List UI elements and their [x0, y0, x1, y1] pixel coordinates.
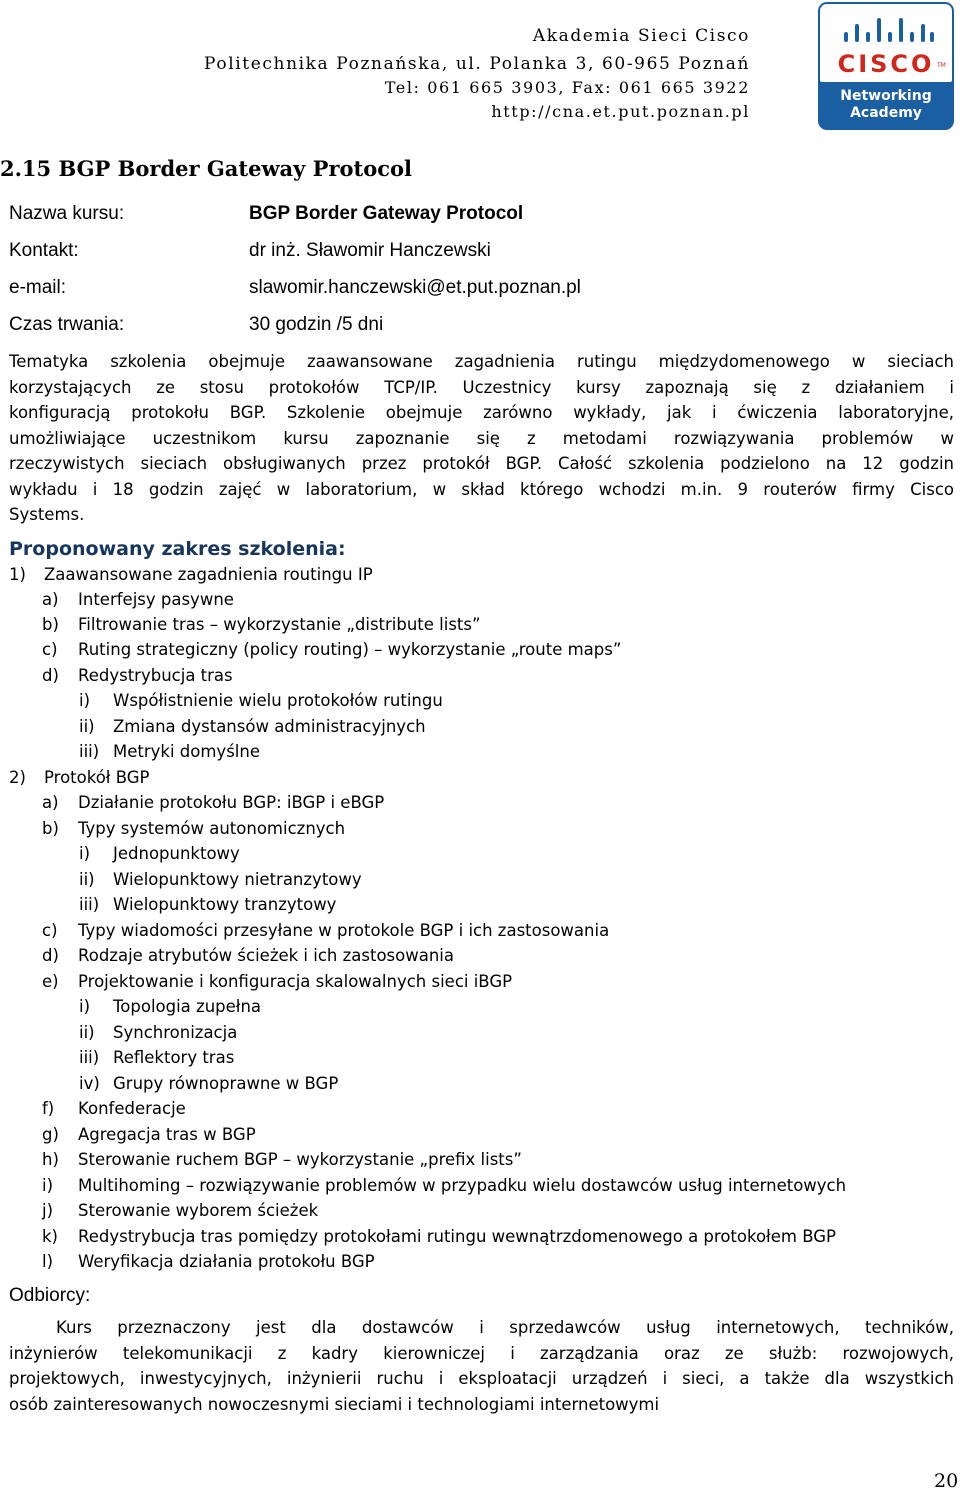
- list-item-text: Topologia zupełna: [113, 997, 262, 1016]
- program-heading: Proponowany zakres szkolenia:: [9, 538, 346, 560]
- list-item-marker: ii): [79, 717, 95, 736]
- logo-line1: Networking: [840, 88, 932, 104]
- list-item-text: Współistnienie wielu protokołów rutingu: [113, 691, 443, 710]
- list-item-text: Wielopunktowy tranzytowy: [113, 895, 337, 914]
- list-item-text: Zmiana dystansów administracyjnych: [113, 717, 426, 736]
- list-item-text: Redystrybucja tras: [78, 666, 233, 685]
- list-item-marker: ii): [79, 870, 95, 889]
- duration-label: Czas trwania:: [9, 314, 125, 335]
- list-item-text: Ruting strategiczny (policy routing) – wykorzystanie „route maps”: [78, 640, 622, 659]
- list-item-text: Jednopunktowy: [113, 844, 240, 863]
- list-item-text: Interfejsy pasywne: [78, 590, 234, 609]
- list-item-text: Typy systemów autonomicznych: [78, 819, 346, 838]
- list-item-marker: i): [79, 691, 91, 710]
- list-item-marker: d): [42, 666, 59, 685]
- list-item-text: Protokół BGP: [44, 768, 150, 787]
- list-item-marker: h): [42, 1150, 59, 1169]
- list-item-text: Typy wiadomości przesyłane w protokole BGP i ich zastosowania: [78, 921, 610, 940]
- audience-line: Kurs przeznaczony jest dla dostawców i sprzedawców usług internetowych, techników,: [56, 1318, 954, 1337]
- list-item-marker: iii): [79, 742, 100, 761]
- logo-trademark: TM: [937, 62, 946, 69]
- list-item-text: Agregacja tras w BGP: [78, 1125, 256, 1144]
- list-item-marker: e): [42, 972, 59, 991]
- list-item-marker: a): [42, 793, 59, 812]
- list-item-marker: i): [79, 844, 91, 863]
- list-item-text: Redystrybucja tras pomiędzy protokołami rutingu wewnątrzdomenowego a protokołem BGP: [78, 1227, 836, 1246]
- audience-line: projektowych, inwestycyjnych, inżynierii ruchu i eksploatacji urządzeń i sieci, a także dla wszystkich: [9, 1369, 954, 1388]
- list-item-text: Multihoming – rozwiązywanie problemów w przypadku wielu dostawców usług internetowych: [78, 1176, 847, 1195]
- intro-line: konfiguracją protokołu BGP. Szkolenie obejmuje zarówno wykłady, jak i ćwiczenia laboratoryjne,: [9, 403, 954, 422]
- list-item-text: Metryki domyślne: [113, 742, 260, 761]
- header-url: http://cna.et.put.poznan.pl: [491, 102, 750, 121]
- list-item-text: Projektowanie i konfiguracja skalowalnych sieci iBGP: [78, 972, 513, 991]
- course-label: Nazwa kursu:: [9, 203, 125, 224]
- audience-label: Odbiorcy:: [9, 1285, 91, 1306]
- email-label: e-mail:: [9, 277, 67, 298]
- list-item-text: Zaawansowane zagadnienia routingu IP: [44, 565, 373, 584]
- list-item-marker: b): [42, 819, 59, 838]
- list-item-text: Grupy równoprawne w BGP: [113, 1074, 339, 1093]
- logo-brand: CISCO: [837, 50, 935, 78]
- list-item-marker: i): [42, 1176, 54, 1195]
- logo-white-panel: [820, 4, 952, 82]
- contact-label: Kontakt:: [9, 240, 79, 261]
- intro-line: rzeczywistych sieciach obsługiwanych przez protokół BGP. Całość szkolenia podzielono na 12 godzin: [9, 454, 954, 473]
- cisco-bars-icon: [842, 16, 934, 44]
- intro-line: Tematyka szkolenia obejmuje zaawansowane zagadnienia rutingu międzydomenowego w sieciach: [9, 352, 954, 371]
- intro-paragraph: [9, 349, 954, 528]
- header-org: Akademia Sieci Cisco: [532, 26, 750, 46]
- duration-value: 30 godzin /5 dni: [249, 314, 384, 335]
- intro-line: Systems.: [9, 505, 85, 524]
- audience-paragraph: [9, 1315, 954, 1417]
- list-item-marker: i): [79, 997, 91, 1016]
- list-item-text: Synchronizacja: [113, 1023, 238, 1042]
- cisco-networking-academy-logo: [818, 2, 954, 130]
- section-title: 2.15 BGP Border Gateway Protocol: [0, 156, 413, 181]
- list-item-marker: b): [42, 615, 59, 634]
- list-item-text: Sterowanie wyborem ścieżek: [78, 1201, 319, 1220]
- list-item-marker: ii): [79, 1023, 95, 1042]
- list-item-marker: c): [42, 921, 58, 940]
- intro-line: umożliwiające uczestnikom kursu zapoznanie się z metodami rozwiązywania problemów w: [9, 428, 954, 448]
- list-item-text: Rodzaje atrybutów ścieżek i ich zastosowania: [78, 946, 454, 965]
- list-item-marker: g): [42, 1125, 59, 1144]
- list-item-text: Weryfikacja działania protokołu BGP: [78, 1252, 375, 1271]
- header-address: Politechnika Poznańska, ul. Polanka 3, 60-965 Poznań: [204, 54, 750, 74]
- list-item-marker: j): [42, 1201, 54, 1220]
- logo-line2: Academy: [850, 105, 922, 121]
- course-value: BGP Border Gateway Protocol: [249, 203, 524, 224]
- audience-line: osób zainteresowanych nowoczesnymi sieciami i technologiami internetowymi: [9, 1394, 660, 1414]
- list-item-marker: a): [42, 590, 59, 609]
- audience-line: inżynierów telekomunikacji z kadry kierowniczej i zarządzania oraz ze służb: rozwojowych,: [9, 1343, 954, 1363]
- list-item-text: Konfederacje: [78, 1099, 186, 1118]
- list-item-marker: 1): [9, 565, 26, 584]
- intro-line: korzystających ze stosu protokołów TCP/IP. Uczestnicy kursy zapoznają się z działaniem i: [9, 377, 954, 397]
- list-item-marker: f): [42, 1099, 55, 1118]
- list-item-text: Wielopunktowy nietranzytowy: [113, 870, 362, 889]
- list-item-text: Reflektory tras: [113, 1048, 235, 1067]
- header-phone: Tel: 061 665 3903, Fax: 061 665 3922: [384, 78, 750, 97]
- list-item-text: Filtrowanie tras – wykorzystanie „distribute lists”: [78, 615, 481, 634]
- list-item-text: Sterowanie ruchem BGP – wykorzystanie „prefix lists”: [78, 1150, 522, 1169]
- list-item-marker: k): [42, 1227, 58, 1246]
- list-item-marker: c): [42, 640, 58, 659]
- list-item-marker: iii): [79, 1048, 100, 1067]
- page-number: 20: [934, 1470, 959, 1492]
- list-item-marker: d): [42, 946, 59, 965]
- list-item-marker: iii): [79, 895, 100, 914]
- list-item-marker: iv): [79, 1074, 100, 1093]
- list-item-marker: l): [42, 1252, 54, 1271]
- intro-line: wykładu i 18 godzin zajęć w laboratorium, w skład którego wchodzi m.in. 9 routerów firmy Cisco: [9, 479, 954, 499]
- email-value: slawomir.hanczewski@et.put.poznan.pl: [249, 277, 581, 298]
- list-item-marker: 2): [9, 768, 26, 787]
- logo-caption: [818, 88, 954, 122]
- contact-value: dr inż. Sławomir Hanczewski: [249, 240, 491, 261]
- list-item-text: Działanie protokołu BGP: iBGP i eBGP: [78, 793, 385, 812]
